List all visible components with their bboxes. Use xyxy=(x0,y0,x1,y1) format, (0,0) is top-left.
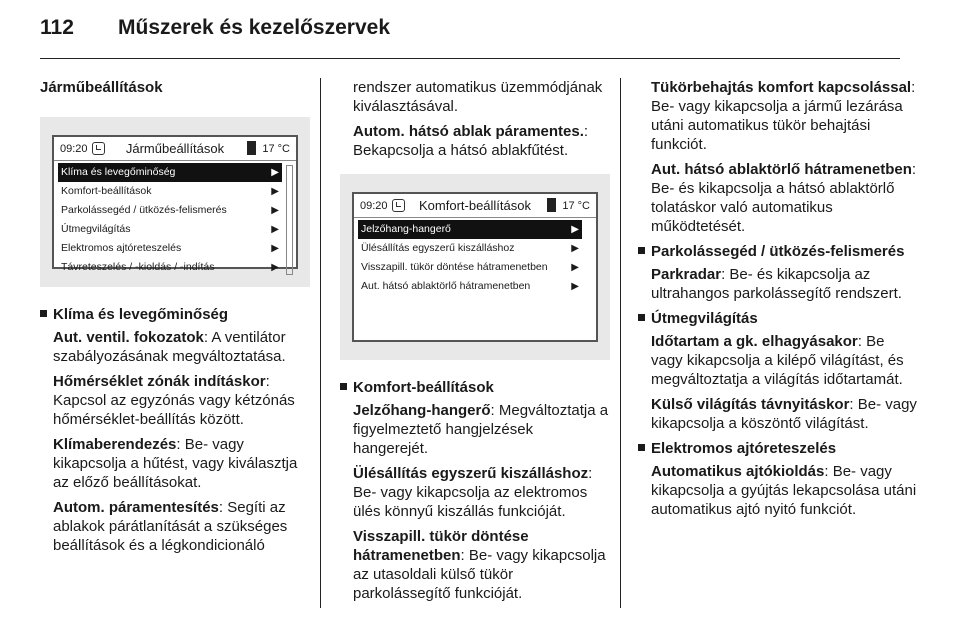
menu-item-seat-easy-exit xyxy=(358,239,582,258)
menu-item-label: Ülésállítás egyszerű kiszálláshoz xyxy=(361,242,515,254)
menu-item-label: Távreteszelés / -kioldás / -indítás xyxy=(61,261,215,273)
page-number: 112 xyxy=(40,16,74,39)
description: : Be- vagy kikapcsolja a jármű lezárása utáni automatikus tükör behajtási funkciót. xyxy=(651,79,916,153)
paragraph xyxy=(638,78,920,154)
bullet-heading: Elektromos ajtóreteszelés xyxy=(638,439,920,458)
paragraph xyxy=(638,462,920,519)
arrow-right-icon: ▶ xyxy=(271,262,279,273)
menu-item-label: Aut. hátsó ablaktörlő hátramenetben xyxy=(361,280,531,292)
thermometer-icon xyxy=(547,198,556,212)
arrow-right-icon: ▶ xyxy=(571,281,579,292)
description: : Megváltoztatja a figyelmeztető hangjelzések hangerejét. xyxy=(353,402,609,457)
screen-title: Komfort-beállítások xyxy=(419,198,531,213)
column-divider-2 xyxy=(620,78,621,608)
description: : Bekapcsolja a hátsó ablakfűtést. xyxy=(353,123,589,159)
menu-item-label: Elektromos ajtóreteszelés xyxy=(61,242,182,254)
column-2 xyxy=(340,78,610,609)
column-1 xyxy=(40,78,310,561)
bullet-heading: Klíma és levegőminőség xyxy=(40,305,310,324)
screen-temperature: 17 °C xyxy=(562,200,590,212)
term: Hőmérséklet zónák indításkor xyxy=(53,373,266,390)
term: Visszapill. tükör döntése hátramenetben xyxy=(353,528,529,564)
arrow-right-icon: ▶ xyxy=(571,243,579,254)
menu-item-climate xyxy=(58,163,282,182)
menu-item-label: Visszapill. tükör döntése hátramenetben xyxy=(361,261,548,273)
paragraph xyxy=(40,435,310,492)
term: Tükörbehajtás komfort kapcsolással xyxy=(651,79,912,96)
bullet-heading: Parkolássegéd / ütközés-felismerés xyxy=(638,242,920,261)
chapter-title: Műszerek és kezelőszervek xyxy=(118,16,391,39)
term: Parkradar xyxy=(651,266,722,283)
bullet-heading: Útmegvilágítás xyxy=(638,309,920,328)
arrow-right-icon: ▶ xyxy=(271,205,279,216)
term: Automatikus ajtókioldás xyxy=(651,463,825,480)
menu-item-label: Komfort-beállítások xyxy=(61,185,152,197)
paragraph xyxy=(638,332,920,389)
term: Autom. hátsó ablak páramentes. xyxy=(353,123,584,140)
screen-temperature: 17 °C xyxy=(262,143,290,155)
menu-item-door-lock xyxy=(58,239,282,258)
paragraph: rendszer automatikus üzemmódjának kiválasztásával. xyxy=(353,79,603,115)
screen-time: 09:20 xyxy=(60,143,88,155)
description: : A ventilátor szabályozásának megváltoztatása. xyxy=(53,329,286,365)
term: Autom. páramentesítés xyxy=(53,499,219,516)
arrow-right-icon: ▶ xyxy=(271,243,279,254)
arrow-right-icon: ▶ xyxy=(271,224,279,235)
description: : Segíti az ablakok párátlanítását a szükséges beállítások és a légkondicionáló xyxy=(53,499,288,554)
description: : Be- és kikapcsolja az ultrahangos parkolássegítő rendszert. xyxy=(651,266,902,302)
paragraph xyxy=(40,498,310,555)
menu-item-rear-wiper xyxy=(358,277,582,296)
arrow-right-icon: ▶ xyxy=(271,186,279,197)
term: Aut. ventil. fokozatok xyxy=(53,329,204,346)
paragraph xyxy=(40,328,310,366)
menu-item-remote xyxy=(58,258,282,277)
paragraph xyxy=(638,265,920,303)
screen-status-bar xyxy=(354,194,596,218)
description: : Kapcsol az egyzónás vagy kétzónás hőmérséklet-beállítás között. xyxy=(53,373,295,428)
term: Külső világítás távnyitáskor xyxy=(651,396,850,413)
menu-item-chime-volume xyxy=(358,220,582,239)
menu-item-parking xyxy=(58,201,282,220)
menu-item-label: Jelzőhang-hangerő xyxy=(361,223,451,235)
screen-status-bar xyxy=(54,137,296,161)
header-divider xyxy=(40,58,900,59)
paragraph xyxy=(638,160,920,236)
description: : Be vagy kikapcsolja a kilépő világítást, és megváltoztatja a világítás időtartamát. xyxy=(651,333,904,388)
paragraph xyxy=(40,372,310,429)
term: Időtartam a gk. elhagyásakor xyxy=(651,333,858,350)
description: : Be- vagy kikapcsolja az elektromos ülés könnyű kiszállás funkcióját. xyxy=(353,465,593,520)
menu-item-label: Útmegvilágítás xyxy=(61,223,131,235)
arrow-right-icon: ▶ xyxy=(571,262,579,273)
paragraph xyxy=(340,464,610,521)
paragraph xyxy=(340,401,610,458)
column-3 xyxy=(638,78,920,525)
description: : Be- vagy kikapcsolja a hűtést, vagy kiválasztja az előző beállításokat. xyxy=(53,436,298,491)
menu-item-lighting xyxy=(58,220,282,239)
thermometer-icon xyxy=(247,141,256,155)
menu-item-label: Klíma és levegőminőség xyxy=(61,166,176,178)
screen-time: 09:20 xyxy=(360,200,388,212)
menu-item-comfort xyxy=(58,182,282,201)
screen-title: Járműbeállítások xyxy=(125,141,225,156)
paragraph xyxy=(638,395,920,433)
term: Jelzőhang-hangerő xyxy=(353,402,491,419)
display-screen xyxy=(52,135,298,273)
screen-scrollbar xyxy=(286,165,293,275)
description: : Be- vagy kikapcsolja az utasoldali külső tükör parkolássegítő funkcióját. xyxy=(353,547,606,602)
display-screen xyxy=(352,192,598,342)
screen-menu-list xyxy=(54,161,296,279)
column-divider-1 xyxy=(320,78,321,608)
term: Klímaberendezés xyxy=(53,436,177,453)
section-title: Járműbeállítások xyxy=(40,79,163,96)
description: : Be- vagy kikapcsolja a gyújtás lekapcsolása utáni automatikus ajtó nyitó funkciót. xyxy=(651,463,917,518)
term: Aut. hátsó ablaktörlő hátramenetben xyxy=(651,161,912,178)
description: : Be- és kikapcsolja a hátsó ablaktörlő tolatáskor való automatikus működtetését. xyxy=(651,161,917,235)
menu-item-label: Parkolássegéd / ütközés-felismerés xyxy=(61,204,227,216)
screen-menu-list xyxy=(354,218,596,298)
description: : Be- vagy kikapcsolja a köszöntő világítást. xyxy=(651,396,917,432)
page-header xyxy=(40,16,920,56)
term: Ülésállítás egyszerű kiszálláshoz xyxy=(353,465,589,482)
screen-illustration-comfort-settings xyxy=(340,174,610,360)
paragraph xyxy=(340,122,610,160)
menu-item-mirror-tilt xyxy=(358,258,582,277)
arrow-right-icon: ▶ xyxy=(571,224,579,235)
bullet-heading: Komfort-beállítások xyxy=(340,378,610,397)
screen-illustration-vehicle-settings xyxy=(40,117,310,287)
arrow-right-icon: ▶ xyxy=(271,167,279,178)
paragraph xyxy=(340,527,610,603)
